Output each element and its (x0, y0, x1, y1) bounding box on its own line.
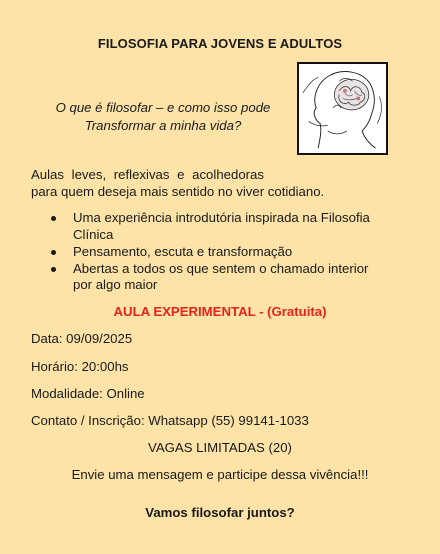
vacancies-text: VAGAS LIMITADAS (20) (148, 440, 292, 455)
headline: AULA EXPERIMENTAL - (Gratuita) (113, 304, 327, 319)
invite-text: Envie uma mensagem e participe dessa vivência!!! (71, 467, 369, 482)
question-line-2: Transformar a minha vida? (84, 118, 242, 133)
intro-line-1: Aulas leves, reflexivas e acolhedoras (31, 167, 264, 182)
list-item (31, 244, 401, 261)
bullet-line: Clínica (73, 226, 114, 242)
question-line-1: O que é filosofar – e como isso pode (55, 100, 271, 115)
list-item (31, 261, 401, 294)
intro-paragraph (31, 166, 391, 200)
intro-line-2: para quem deseja mais sentido no viver cotidiano. (31, 184, 325, 199)
bullet-icon (51, 267, 56, 272)
bullet-line: Abertas a todos os que sentem o chamado interior (73, 260, 369, 276)
bullet-line: por algo maior (73, 277, 158, 292)
flyer-title: FILOSOFIA PARA JOVENS E ADULTOS (97, 36, 343, 51)
modality-text: Modalidade: Online (31, 386, 145, 401)
head-brain-illustration-icon (297, 62, 388, 155)
bullet-line: Uma experiência introdutória inspirada na Filosofia (73, 210, 370, 225)
question-text (28, 99, 298, 135)
bullet-icon (51, 250, 56, 255)
list-item (31, 210, 401, 243)
contact-text: Contato / Inscrição: Whatsapp (55) 99141-1033 (31, 413, 309, 428)
bullet-icon (51, 216, 56, 221)
time-text: Horário: 20:00hs (31, 359, 129, 374)
closing-text: Vamos filosofar juntos? (145, 505, 295, 520)
bullet-list (31, 210, 401, 294)
bullet-line: Pensamento, escuta e transformação (73, 243, 293, 259)
date-text: Data: 09/09/2025 (31, 331, 133, 346)
